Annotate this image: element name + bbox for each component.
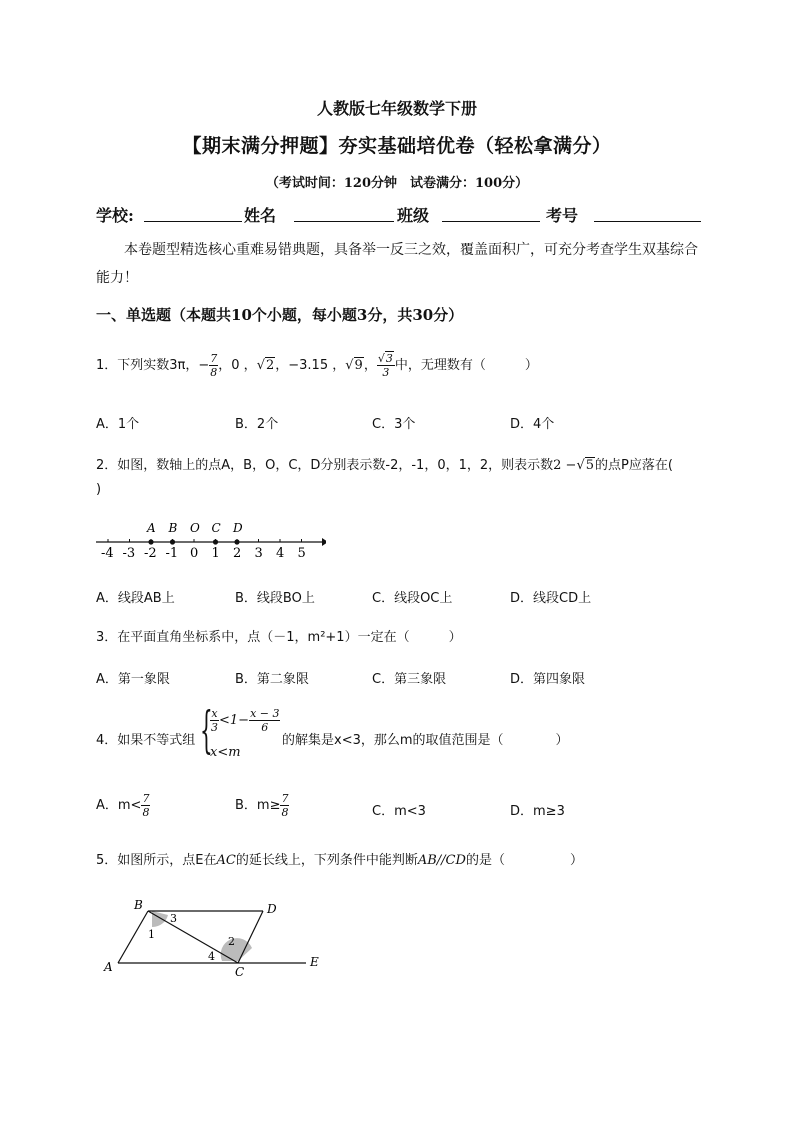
tick-label: -3 [122,546,136,560]
q4-opt-a-frac [141,792,150,819]
q1-fraction [209,352,218,379]
q2-option-d[interactable]: D．线段CD上 [510,591,592,606]
tick-label: 3 [254,546,263,560]
student-info-row [96,203,701,225]
q4-option-d[interactable]: D．m≥3 [510,804,565,819]
axis-arrow [322,538,326,546]
tick-label: 0 [190,546,199,560]
name-blank[interactable] [294,221,394,222]
q4-suffix: 的解集是x<3，那么m的取值范围是（ ） [282,733,569,748]
section-heading: 一、单选题（本题共10个小题，每小题3分，共30分） [96,306,464,324]
label-e: E [310,955,319,969]
q1-frac2-num: √3 [377,352,393,365]
school-blank[interactable] [144,221,242,222]
q2-text-b: 的点P应落在( [595,458,673,473]
q4-frac-a-den: 3 [211,721,218,734]
parallelogram-figure [100,893,330,979]
question-2 [96,454,673,473]
q1-frac2-den: 3 [382,366,390,379]
q1-option-a[interactable]: A．1个 [96,417,140,432]
segment-dc [238,911,263,963]
tick-label: -4 [101,546,114,560]
q4-frac-b [249,707,280,734]
point-dot [148,539,153,544]
q1-frac-num: 7 [210,352,218,365]
q1-mid2: ，−3.15 ， [275,358,346,373]
question-1 [96,352,538,379]
q5-ac: AC [216,853,236,868]
q1-sqrt2: √2 [256,358,275,373]
number-blank[interactable] [594,221,701,222]
q4-frac-b-den: 6 [261,721,269,734]
q1-option-c[interactable]: C．3个 [372,417,416,432]
q4-ineq1-mid: <1− [219,713,250,728]
intro-paragraph: 本卷题型精选核心重难易错典题，具备举一反三之效，覆盖面积广，可充分考查学生双基综合能力！ [96,242,698,286]
number-label: 考号 [546,206,579,225]
point-dot [213,539,218,544]
q5-mid: 的延长线上，下列条件中能判断 [235,853,418,868]
q4-ineq1 [210,707,280,734]
angle-2-4-shade [221,938,252,961]
tick-label: 1 [211,546,220,560]
point-label: D [233,521,243,535]
q1-mid: ，0 ， [218,358,257,373]
label-c: C [235,965,245,979]
segment-bc [148,911,238,963]
school-label: 学校: [96,206,134,225]
q3-option-c[interactable]: C．第三象限 [372,672,447,687]
label-a: A [104,960,113,974]
point-dot [170,539,175,544]
q5-abcd: AB//CD [417,853,466,868]
point-label: C [211,521,221,535]
tick-label: -2 [144,546,157,560]
q4-brace: { [200,701,213,759]
angle-label-2: 2 [228,935,235,948]
q5-suffix: 的是（ ） [465,853,583,868]
tick-label: 5 [297,546,306,560]
q1-frac-den: 8 [210,366,218,379]
q1-option-d[interactable]: D．4个 [510,417,555,432]
q4-frac-b-num: x − 3 [250,707,280,720]
q1-sqrt3-rad: 3 [385,352,393,365]
q1-sqrt2-rad: 2 [265,358,275,373]
name-label: 姓名 [244,206,277,225]
q2-text-a: 2．如图，数轴上的点A，B，O，C，D分别表示数-2，-1，0，1，2，则表示数 [96,458,554,473]
tick-label: -1 [165,546,179,560]
angle-label-3: 3 [170,912,177,925]
q1-mid3: ， [363,358,377,373]
q2-option-a[interactable]: A．线段AB上 [96,591,175,606]
q2-expr-head: 2 − [553,458,577,473]
q4-option-b[interactable] [235,792,289,819]
tick-label: 2 [233,546,242,560]
q1-sqrt9: √9 [345,358,363,373]
q2-sqrt5-rad: 5 [585,458,595,473]
q4-opt-b-num: 7 [281,792,289,805]
q3-option-d[interactable]: D．第四象限 [510,672,586,687]
question-4 [96,701,701,765]
class-label: 班级 [397,206,430,225]
q4-prefix: 4．如果不等式组 [96,733,196,748]
tick-label: 4 [276,546,285,560]
point-label: A [147,521,156,535]
point-label: B [168,521,178,535]
q4-frac-a-num: x [211,707,218,720]
q5-prefix: 5．如图所示，点E在 [96,853,217,868]
label-d: D [267,902,277,916]
angle-1-3-shade [152,911,168,927]
q3-option-b[interactable]: B．第二象限 [235,672,309,687]
point-dot [234,539,239,544]
q4-option-c[interactable]: C．m<3 [372,804,426,819]
question-3: 3．在平面直角坐标系中，点（－1，m²+1）一定在（ ） [96,630,462,645]
point-label: O [190,521,200,535]
angle-label-1: 1 [148,928,155,941]
q2-option-b[interactable]: B．线段BO上 [235,591,315,606]
q4-option-a[interactable] [96,792,150,819]
paper-subtitle: 【期末满分押题】夯实基础培优卷（轻松拿满分） [182,135,612,157]
angle-label-4: 4 [208,950,215,963]
q3-option-a[interactable]: A．第一象限 [96,672,170,687]
q2-option-c[interactable]: C．线段OC上 [372,591,453,606]
q1-option-b[interactable]: B．2个 [235,417,279,432]
label-b: B [134,898,143,912]
number-line-figure [96,516,326,560]
q1-prefix: 1．下列实数3π， [96,358,199,373]
q1-sqrt9-rad: 9 [354,358,363,373]
q2-expr: 2 −√5 [553,458,595,473]
segment-ab [118,911,148,963]
q4-opt-a-num: 7 [142,792,150,805]
q4-opt-a-den: 8 [142,806,150,819]
paper-title: 人教版七年级数学下册 [316,99,477,118]
class-blank[interactable] [442,221,540,222]
q4-ineq2: x<m [210,745,241,760]
q4-frac-a [210,707,219,734]
q4-opt-b-prefix: B．m≥ [235,798,281,813]
question-5 [96,849,583,868]
q1-suffix: 中，无理数有（ ） [394,358,538,373]
q4-opt-a-prefix: A．m< [96,798,142,813]
q4-opt-b-frac [280,792,289,819]
q1-fraction2 [377,352,395,379]
exam-info: （考试时间：120分钟 试卷满分：100分） [265,176,529,191]
q1-neg: − [198,358,210,373]
q2-line2: ) [96,482,102,497]
q4-opt-b-den: 8 [281,806,289,819]
